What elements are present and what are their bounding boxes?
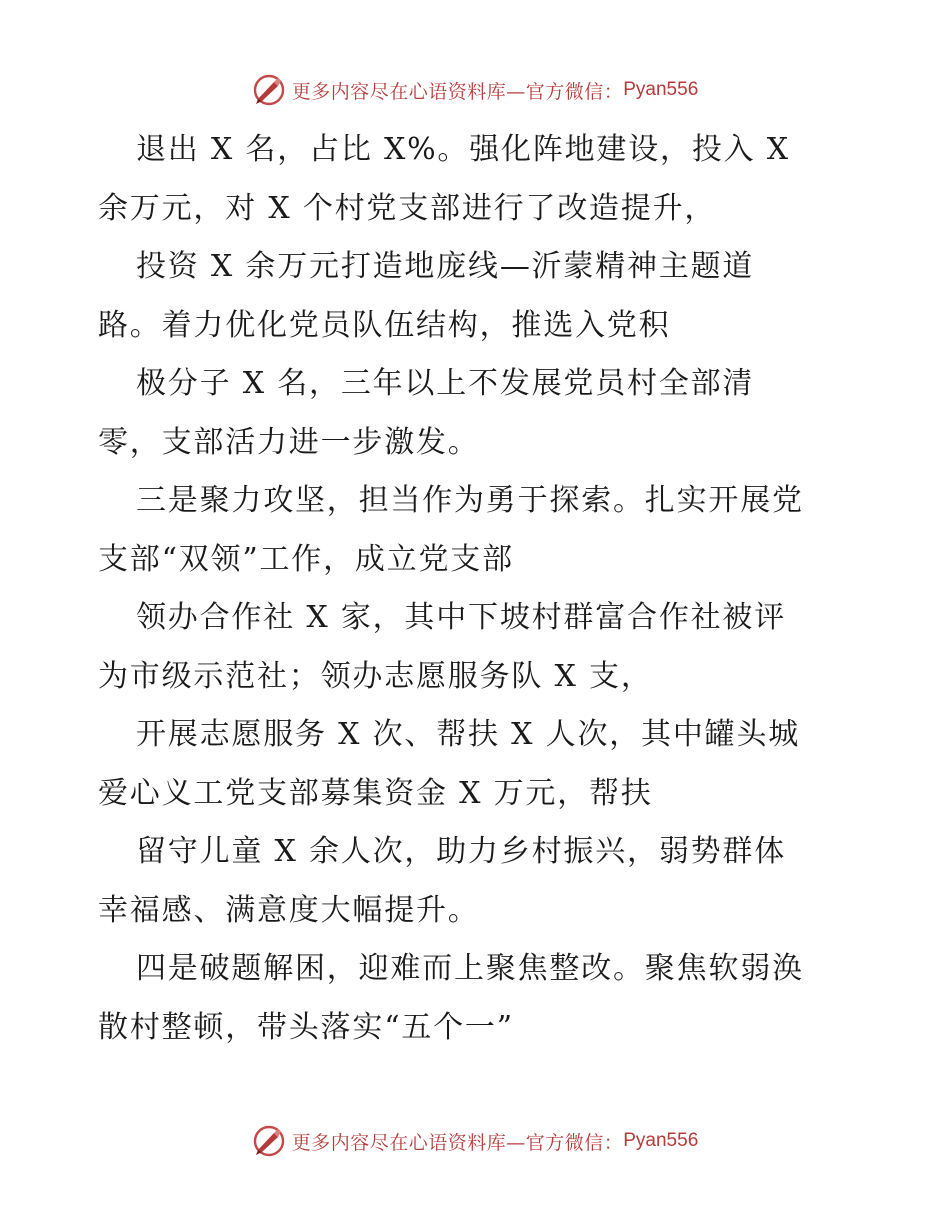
paragraph-line: 四是破题解困，迎难而上聚焦整改。聚焦软弱涣 xyxy=(136,951,804,986)
pen-logo-icon xyxy=(252,1124,286,1158)
paragraph-line: 爱心义工党支部募集资金 X 万元，帮扶 xyxy=(98,775,653,811)
watermark-wechat-id: Pyan556 xyxy=(623,79,699,100)
header-watermark xyxy=(0,70,950,110)
watermark-wechat-id: Pyan556 xyxy=(623,1130,699,1151)
paragraph-line: 为市级示范社；领办志愿服务队 X 支， xyxy=(98,658,653,694)
paragraph-line: 开展志愿服务 X 次、帮扶 X 人次，其中罐头城 xyxy=(136,717,801,752)
watermark-text: 更多内容尽在心语资料库—官方微信： xyxy=(291,80,624,103)
paragraph-line: 退出 X 名，占比 X%。强化阵地建设，投入 X xyxy=(136,132,790,167)
paragraph-line: 路。着力优化党员队伍结构，推选入党积 xyxy=(98,307,671,343)
paragraph-line: 幸福感、满意度大幅提升。 xyxy=(98,892,480,928)
paragraph-line: 余万元，对 X 个村党支部进行了改造提升， xyxy=(98,190,717,226)
paragraph-line: 散村整顿，带头落实“五个一” xyxy=(98,1009,514,1045)
paragraph-line: 领办合作社 X 家，其中下坡村群富合作社被评 xyxy=(136,600,787,635)
footer-watermark xyxy=(0,1121,950,1161)
paragraph-line: 支部“双领”工作，成立党支部 xyxy=(98,541,514,577)
paragraph-line: 三是聚力攻坚，担当作为勇于探索。扎实开展党 xyxy=(136,483,804,518)
paragraph-line: 留守儿童 X 余人次，助力乡村振兴，弱势群体 xyxy=(136,834,787,869)
pen-logo-icon xyxy=(252,73,286,107)
paragraph-line: 投资 X 余万元打造地庞线—沂蒙精神主题道 xyxy=(136,249,755,284)
watermark-text: 更多内容尽在心语资料库—官方微信： xyxy=(291,1131,624,1154)
paragraph-line: 极分子 X 名，三年以上不发展党员村全部清 xyxy=(136,366,755,401)
paragraph-line: 零，支部活力进一步激发。 xyxy=(98,424,480,460)
document-body xyxy=(98,121,858,1057)
